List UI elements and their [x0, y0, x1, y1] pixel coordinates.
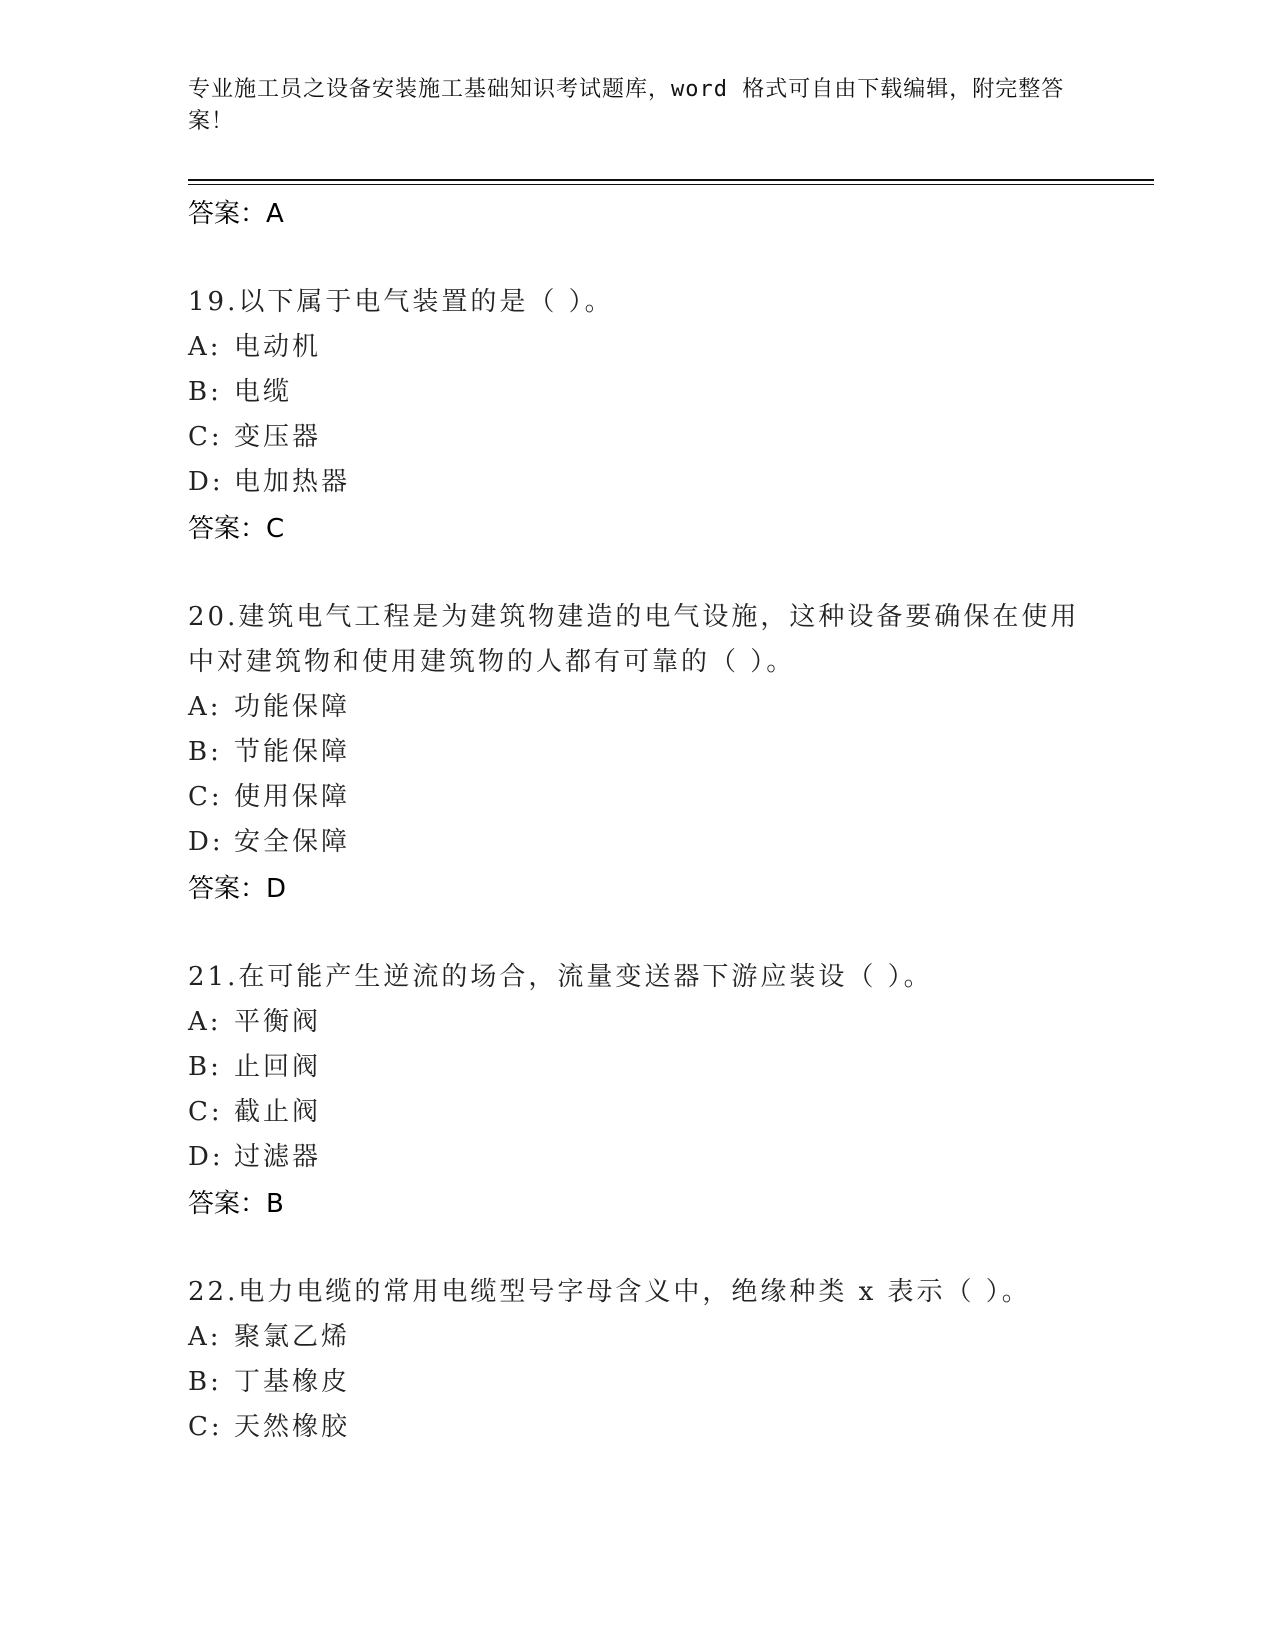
option-text: 节能保障 [234, 737, 351, 767]
option-text: 聚氯乙烯 [234, 1322, 351, 1352]
option-a [188, 1315, 1108, 1360]
option-text: 截止阀 [234, 1097, 322, 1127]
option-text: 丁基橡皮 [234, 1367, 351, 1397]
option-text: 变压器 [234, 422, 322, 452]
question-20 [188, 595, 1108, 910]
option-letter: A: [188, 692, 222, 722]
option-letter: D: [188, 1142, 224, 1172]
question-21 [188, 955, 1108, 1225]
option-letter: B: [188, 1052, 222, 1082]
option-d [188, 460, 1108, 505]
option-text: 安全保障 [234, 827, 351, 857]
option-b [188, 1045, 1108, 1090]
option-text: 电缆 [234, 377, 293, 407]
option-letter: A: [188, 1007, 222, 1037]
option-letter: A: [188, 1322, 222, 1352]
option-a [188, 685, 1108, 730]
option-c [188, 415, 1108, 460]
option-a [188, 1000, 1108, 1045]
answer-line: 答案：C [188, 514, 285, 544]
option-text: 止回阀 [234, 1052, 322, 1082]
answer-line: 答案：B [188, 1189, 284, 1219]
option-letter: B: [188, 377, 222, 407]
option-b [188, 730, 1108, 775]
option-a [188, 325, 1108, 370]
option-letter: D: [188, 827, 224, 857]
question-stem: 20.建筑电气工程是为建筑物建造的电气设施，这种设备要确保在使用中对建筑物和使用建筑物的人都有可靠的（ ）。 [188, 602, 1080, 677]
document-header: 专业施工员之设备安装施工基础知识考试题库，word 格式可自由下载编辑，附完整答案！ [188, 77, 1065, 134]
question-stem: 19.以下属于电气装置的是（ ）。 [188, 287, 614, 317]
answer-line: 答案：D [188, 874, 287, 904]
option-letter: B: [188, 737, 222, 767]
option-letter: C: [188, 1097, 223, 1127]
header-rule-thin [188, 184, 1154, 185]
option-letter: C: [188, 422, 223, 452]
option-text: 过滤器 [234, 1142, 322, 1172]
question-stem: 22.电力电缆的常用电缆型号字母含义中，绝缘种类 x 表示（ ）。 [188, 1277, 1031, 1307]
option-text: 天然橡胶 [234, 1412, 351, 1442]
question-stem: 21.在可能产生逆流的场合，流量变送器下游应装设（ ）。 [188, 962, 933, 992]
option-text: 功能保障 [234, 692, 351, 722]
option-text: 使用保障 [234, 782, 351, 812]
option-letter: D: [188, 467, 224, 497]
question-list [188, 190, 1108, 1450]
option-b [188, 370, 1108, 415]
option-text: 平衡阀 [234, 1007, 322, 1037]
option-text: 电动机 [234, 332, 322, 362]
header-rule-thick [188, 179, 1154, 181]
option-c [188, 775, 1108, 820]
option-b [188, 1360, 1108, 1405]
option-letter: B: [188, 1367, 222, 1397]
option-d [188, 820, 1108, 865]
option-letter: C: [188, 1412, 223, 1442]
option-c [188, 1405, 1108, 1450]
question-22 [188, 1270, 1108, 1450]
answer-line: 答案：A [188, 199, 284, 229]
option-c [188, 1090, 1108, 1135]
question-19 [188, 280, 1108, 550]
option-letter: A: [188, 332, 222, 362]
option-text: 电加热器 [234, 467, 351, 497]
option-d [188, 1135, 1108, 1180]
option-letter: C: [188, 782, 223, 812]
